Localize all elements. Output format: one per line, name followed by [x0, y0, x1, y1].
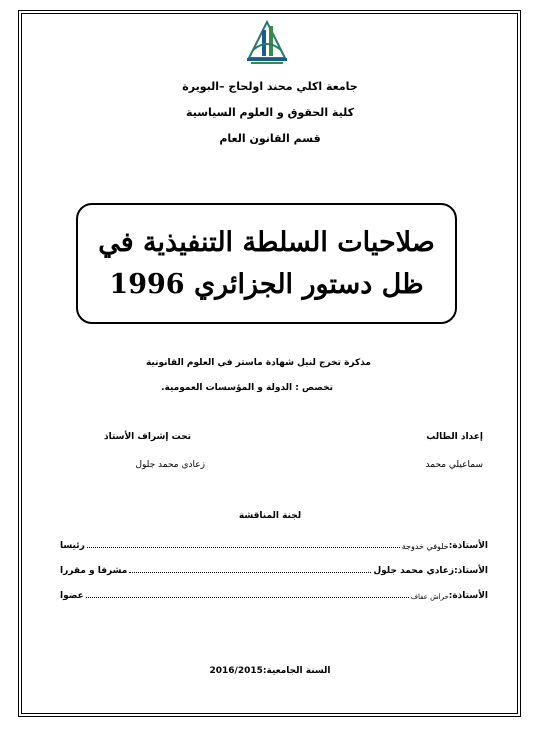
member-name: زعادي محمد جلول [373, 566, 455, 576]
student-name: سماعيلي محمد [425, 460, 483, 470]
member-role: مشرفا و مقررا [60, 566, 128, 576]
dotted-line [129, 572, 371, 573]
thesis-title-box [76, 203, 457, 324]
committee-member-row [60, 562, 488, 576]
member-prefix: الأستاذة: [448, 541, 488, 551]
member-role: رئيسا [60, 541, 85, 551]
thesis-title-line1: صلاحيات السلطة التنفيذية في [98, 226, 435, 258]
faculty-name: كلية الحقوق و العلوم السياسية [186, 106, 354, 119]
member-prefix: الأستاذ: [454, 566, 488, 576]
supervisor-name: زعادي محمد جلول [135, 460, 205, 470]
committee-member-row [60, 537, 488, 551]
thesis-title-line2: ظل دستور الجزائري 1996 [109, 268, 424, 300]
specialty: تخصص : الدولة و المؤسسات العمومية. [161, 383, 333, 393]
department-name: قسم القانون العام [219, 132, 321, 145]
university-logo [245, 20, 289, 66]
memo-description: مذكرة تخرج لنيل شهادة ماستر في العلوم القانونية [145, 358, 371, 368]
dotted-line [87, 547, 400, 548]
member-name: حراش عفاف [410, 593, 449, 601]
supervisor-label: تحت إشراف الأستاذ [103, 432, 191, 442]
committee-title: لجنة المناقشة [238, 511, 302, 521]
academic-year: السنة الجامعية:2016/2015 [209, 666, 331, 676]
dotted-line [86, 597, 409, 598]
student-label: إعداد الطالب [426, 432, 483, 442]
university-name: جامعة اكلي محند اولحاج –البويرة [182, 80, 358, 93]
member-prefix: الأستاذة: [448, 591, 488, 601]
member-name: خلوفي خدوجة [401, 542, 449, 551]
member-role: عضوا [60, 591, 84, 601]
committee-member-row [60, 587, 488, 601]
